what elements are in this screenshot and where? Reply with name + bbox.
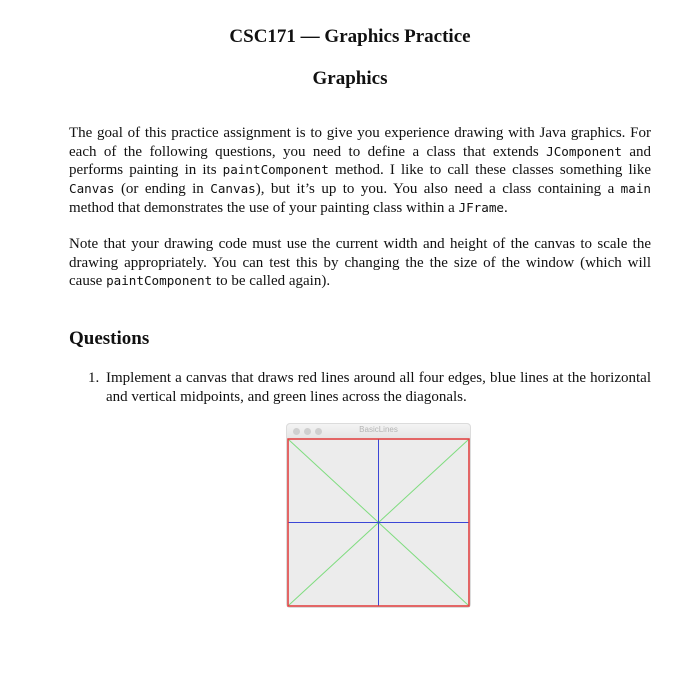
inline-code: paintComponent xyxy=(106,273,213,289)
paragraph-text: method that demonstrates the use of your painting class within a xyxy=(69,199,459,216)
inline-code: JFrame xyxy=(458,199,505,215)
paragraph-text: to be called again). xyxy=(212,273,331,290)
intro-paragraph-2 xyxy=(69,235,651,291)
document-title: CSC171 — Graphics Practice xyxy=(229,26,471,47)
paragraph-text: ), but it’s up to you. You also need a class containing a xyxy=(255,181,621,198)
question-item-1 xyxy=(88,369,651,406)
paragraph-text: The goal of this practice assignment is to give you experience drawing with Java graphics. For each of the following questions, you need to define a class that extends xyxy=(69,125,651,160)
inline-code: Canvas xyxy=(210,181,256,197)
paragraph-text: (or ending in xyxy=(114,181,211,198)
document-subtitle: Graphics xyxy=(312,68,388,89)
inline-code: main xyxy=(620,181,652,197)
paragraph-text: Note that your drawing code must use the current width and height of the canvas to scale the drawing appropriately. You can test this by changing the the size of the window (which will cause xyxy=(69,236,651,290)
inline-code: JComponent xyxy=(546,143,622,159)
basiclines-window-figure xyxy=(286,423,471,608)
canvas-drawing xyxy=(287,438,470,607)
window-titlebar xyxy=(287,424,470,439)
question-text: Implement a canvas that draws red lines around all four edges, blue lines at the horizontal and vertical midpoints, and green lines across the diagonals. xyxy=(106,370,651,405)
inline-code: Canvas xyxy=(69,181,115,197)
paragraph-text: . xyxy=(504,199,508,216)
question-number: 1. xyxy=(88,370,100,386)
paragraph-text: and performs painting in its xyxy=(69,143,651,179)
inline-code: paintComponent xyxy=(222,162,329,178)
questions-heading: Questions xyxy=(69,328,150,349)
intro-paragraph-1 xyxy=(69,124,651,218)
paragraph-text: method. I like to call these classes something like xyxy=(328,162,651,179)
window-title: BasicLines xyxy=(359,425,398,434)
